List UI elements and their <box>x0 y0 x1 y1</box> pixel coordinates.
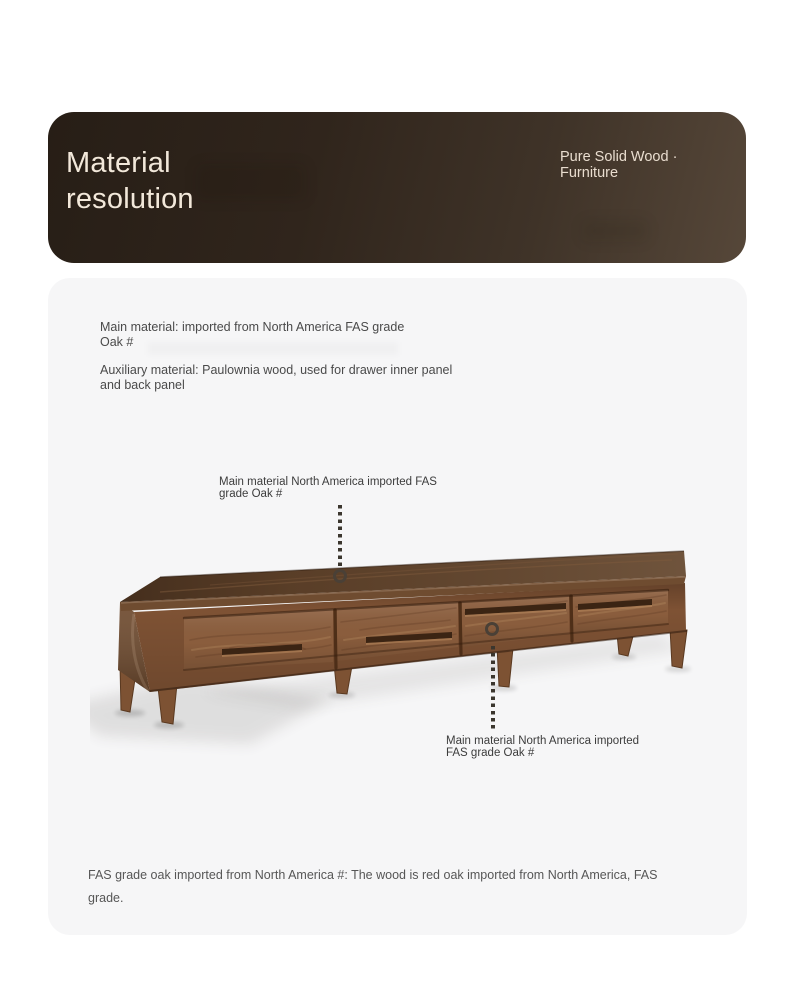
main-material-line1: Main material: imported from North America FAS grade <box>100 320 405 334</box>
annotation-top-label <box>219 476 469 500</box>
material-detail-card <box>48 278 747 935</box>
annotation-top-line2: grade Oak # <box>219 488 283 500</box>
main-material-line2: Oak # <box>100 334 134 349</box>
banner-tagline-line1: Pure Solid Wood · <box>560 149 678 165</box>
footnote <box>88 864 713 910</box>
tv-stand-illustration <box>90 530 710 800</box>
banner-smudge <box>582 220 648 242</box>
auxiliary-material-paragraph <box>100 363 520 392</box>
footnote-line1: FAS grade oak imported from North America #: The wood is red oak imported from North America, FAS <box>88 868 658 882</box>
banner-title <box>66 145 194 217</box>
annotation-top-line1: Main material North America imported FAS <box>219 476 437 488</box>
annotation-bottom-line2: FAS grade Oak # <box>446 747 535 759</box>
annotation-bottom-line1: Main material North America imported <box>446 735 640 747</box>
auxiliary-material-line1: Auxiliary material: Paulownia wood, used for drawer inner panel <box>100 363 453 377</box>
banner-title-line1: Material <box>66 147 171 179</box>
annotation-top-ring-marker <box>333 569 347 583</box>
banner-tagline <box>560 149 677 181</box>
annotation-bottom-ring-marker <box>485 622 499 636</box>
leg-right-front <box>670 628 687 668</box>
banner-smudge <box>196 164 306 200</box>
auxiliary-material-line2: and back panel <box>100 377 185 392</box>
annotation-bottom-label <box>446 735 676 759</box>
annotation-bottom-dotted-line <box>491 646 495 730</box>
banner-tagline-line2: Furniture <box>560 165 619 181</box>
footnote-line2: grade. <box>88 891 124 905</box>
material-resolution-banner <box>48 112 746 263</box>
watermark-smudge <box>148 342 398 355</box>
annotation-top-dotted-line <box>338 505 342 567</box>
banner-title-line2: resolution <box>66 183 194 215</box>
